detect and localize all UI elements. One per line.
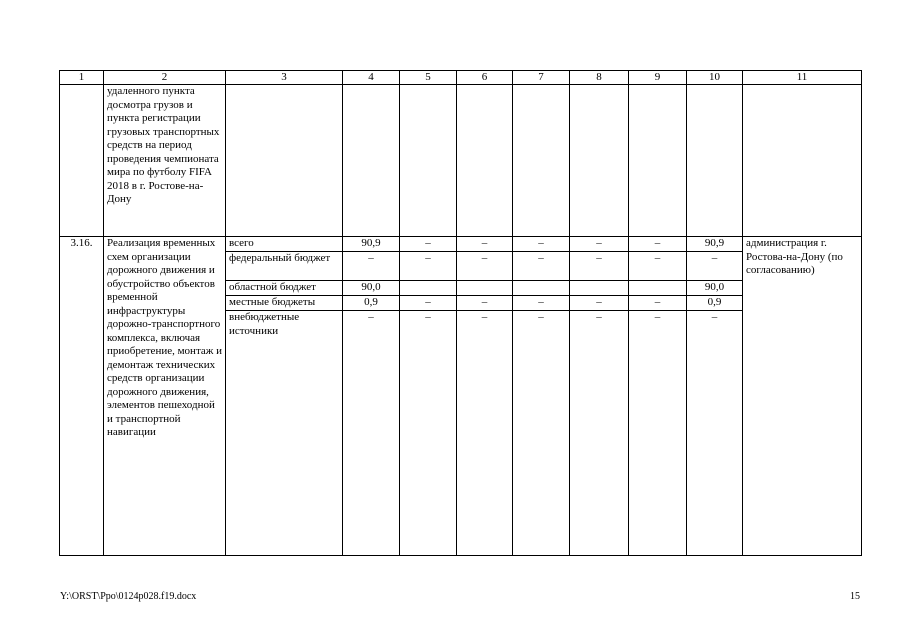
value-cell: – (457, 296, 513, 311)
value-cell: 90,0 (687, 281, 743, 296)
value-cell: – (400, 252, 457, 281)
header-cell: 4 (343, 71, 400, 85)
header-cell: 8 (570, 71, 629, 85)
header-cell: 1 (60, 71, 104, 85)
value-cell: 90,9 (687, 237, 743, 252)
value-cell (629, 281, 687, 296)
funding-source: внебюджетные источники (226, 311, 343, 556)
value-cell (513, 281, 570, 296)
cell-empty (60, 85, 104, 237)
value-cell: – (687, 252, 743, 281)
cell-empty (743, 85, 862, 237)
value-cell: – (570, 237, 629, 252)
value-cell: – (513, 237, 570, 252)
cell-empty (513, 85, 570, 237)
value-cell: – (513, 296, 570, 311)
funding-source: федеральный бюджет (226, 252, 343, 281)
header-cell: 10 (687, 71, 743, 85)
value-cell: 90,0 (343, 281, 400, 296)
value-cell: – (687, 311, 743, 556)
footer-file-path: Y:\ORST\Ppo\0124p028.f19.docx (60, 591, 197, 602)
value-cell: – (400, 237, 457, 252)
value-cell: – (513, 252, 570, 281)
value-cell: – (570, 311, 629, 556)
header-cell: 6 (457, 71, 513, 85)
value-cell (400, 281, 457, 296)
item-description: Реализация временных схем организации дорожного движения и обустройство объектов временной инфраструктуры дорожно-транспортного комплекса, включая приобретение, монтаж и демонтаж технических средств организации дорожного движения, элементов пешеходной и транспортной навигации (104, 237, 226, 556)
cell-empty (226, 85, 343, 237)
header-cell: 9 (629, 71, 687, 85)
funding-source: всего (226, 237, 343, 252)
continuation-row (60, 85, 862, 237)
value-cell: – (400, 311, 457, 556)
funding-source: областной бюджет (226, 281, 343, 296)
item-number: 3.16. (60, 237, 104, 556)
value-cell: – (629, 296, 687, 311)
header-row (60, 71, 862, 85)
value-cell: 0,9 (687, 296, 743, 311)
value-cell: – (400, 296, 457, 311)
cell-empty (343, 85, 400, 237)
program-table (59, 70, 862, 556)
value-cell: – (570, 252, 629, 281)
value-cell: – (570, 296, 629, 311)
value-cell: – (629, 311, 687, 556)
value-cell: – (343, 311, 400, 556)
value-cell (570, 281, 629, 296)
header-cell: 5 (400, 71, 457, 85)
value-cell: 90,9 (343, 237, 400, 252)
cell-empty (570, 85, 629, 237)
value-cell: – (513, 311, 570, 556)
value-cell: – (629, 252, 687, 281)
value-cell: – (457, 311, 513, 556)
header-cell: 7 (513, 71, 570, 85)
value-cell: – (457, 252, 513, 281)
funding-source: местные бюджеты (226, 296, 343, 311)
value-cell: 0,9 (343, 296, 400, 311)
value-cell: – (629, 237, 687, 252)
item-row-total (60, 237, 862, 252)
page-number: 15 (850, 591, 860, 602)
executor: администрация г. Ростова-на-Дону (по согласованию) (743, 237, 862, 556)
cell-empty (400, 85, 457, 237)
header-cell: 2 (104, 71, 226, 85)
cell-empty (687, 85, 743, 237)
header-cell: 3 (226, 71, 343, 85)
cell-empty (629, 85, 687, 237)
value-cell: – (457, 237, 513, 252)
continuation-description: удаленного пункта досмотра грузов и пункта регистрации грузовых транспортных средств на период проведения чемпионата мира по футболу FIFA 2018 в г. Ростове-на-Дону (104, 85, 226, 237)
header-cell: 11 (743, 71, 862, 85)
value-cell: – (343, 252, 400, 281)
value-cell (457, 281, 513, 296)
cell-empty (457, 85, 513, 237)
